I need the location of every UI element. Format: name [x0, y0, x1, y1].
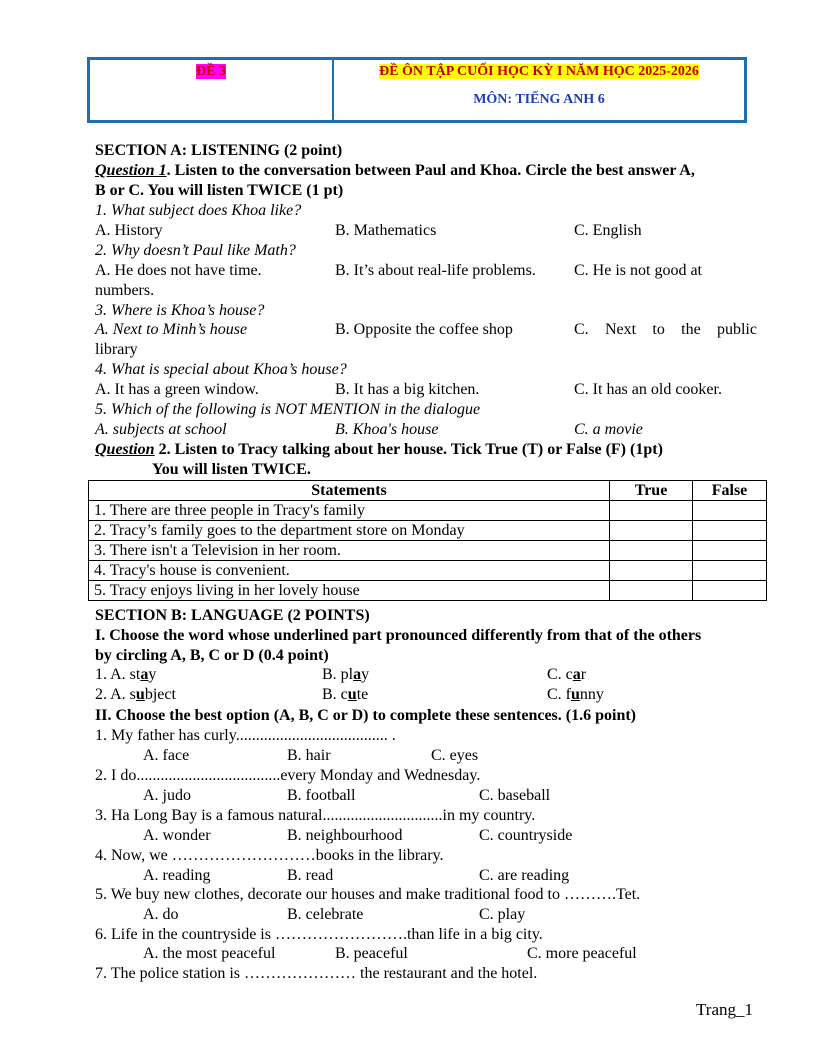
header-code-cell — [90, 60, 334, 120]
statement-cell: 5. Tracy enjoys living in her lovely house — [89, 581, 610, 601]
q1-item2-option-a: A. He does not have time. — [95, 262, 262, 279]
true-cell[interactable] — [610, 561, 693, 581]
q1-item3-option-c: C. Next to the public — [574, 321, 757, 338]
true-cell[interactable] — [610, 541, 693, 561]
mc2-question: 2. I do....................................every Monday and Wednesday. — [95, 767, 481, 784]
q1-item5-option-a: A. subjects at school — [95, 421, 227, 438]
part-i-instruction-line2: by circling A, B, C or D (0.4 point) — [95, 647, 329, 664]
pron-1b: B. play — [322, 666, 370, 683]
q2-instruction-line1: Question 2. Listen to Tracy talking about her house. Tick True (T) or False (F) (1pt) — [95, 441, 663, 458]
exam-subject: MÔN: TIẾNG ANH 6 — [473, 92, 605, 107]
mc3-option-c: C. countryside — [479, 827, 573, 844]
mc5-question: 5. We buy new clothes, decorate our houses and make traditional food to ……….Tet. — [95, 886, 641, 903]
table-row — [89, 541, 767, 561]
part-ii-instruction: II. Choose the best option (A, B, C or D) to complete these sentences. (1.6 point) — [95, 707, 636, 724]
section-a-title: SECTION A: LISTENING (2 point) — [95, 142, 343, 159]
false-cell[interactable] — [693, 541, 767, 561]
q1-item2-option-c: C. He is not good at — [574, 262, 702, 279]
mc4-question: 4. Now, we ………………………books in the library. — [95, 847, 444, 864]
mc6-option-a: A. the most peaceful — [143, 945, 276, 962]
mc4-option-a: A. reading — [143, 867, 211, 884]
mc6-question: 6. Life in the countryside is …………………….than life in a big city. — [95, 926, 543, 943]
true-false-table — [88, 480, 767, 601]
table-row — [89, 521, 767, 541]
q2-label: Question — [95, 441, 155, 458]
part-i-instruction-line1: I. Choose the word whose underlined part pronounced differently from that of the others — [95, 627, 702, 644]
mc2-option-b: B. football — [287, 787, 356, 804]
q1-item3-option-a: A. Next to Minh’s house — [95, 321, 248, 338]
q1-item5-option-c: C. a movie — [574, 421, 643, 438]
exam-code: ĐỀ 3 — [196, 64, 226, 79]
false-cell[interactable] — [693, 501, 767, 521]
mc1-option-a: A. face — [143, 747, 190, 764]
mc3-option-b: B. neighbourhood — [287, 827, 403, 844]
q1-item3-option-b: B. Opposite the coffee shop — [335, 321, 513, 338]
pron-2a: 2. A. subject — [95, 686, 176, 703]
page-number: Trang_1 — [696, 1000, 753, 1019]
false-cell[interactable] — [693, 581, 767, 601]
mc3-option-a: A. wonder — [143, 827, 211, 844]
table-row — [89, 561, 767, 581]
q1-item5-question: 5. Which of the following is NOT MENTION in the dialogue — [95, 401, 481, 418]
true-cell[interactable] — [610, 521, 693, 541]
mc7-question: 7. The police station is ………………… the restaurant and the hotel. — [95, 965, 538, 982]
statement-cell: 4. Tracy's house is convenient. — [89, 561, 610, 581]
pron-1a: 1. A. stay — [95, 666, 157, 683]
true-cell[interactable] — [610, 581, 693, 601]
q1-item4-question: 4. What is special about Khoa’s house? — [95, 361, 347, 378]
q1-item2-question: 2. Why doesn’t Paul like Math? — [95, 242, 296, 259]
pron-1c: C. car — [547, 666, 587, 683]
statement-cell: 3. There isn't a Television in her room. — [89, 541, 610, 561]
q2-instruction-line2: You will listen TWICE. — [152, 461, 311, 478]
mc3-question: 3. Ha Long Bay is a famous natural..............................in my country. — [95, 807, 536, 824]
statement-cell: 1. There are three people in Tracy's family — [89, 501, 610, 521]
q1-item2-option-b: B. It’s about real-life problems. — [335, 262, 536, 279]
q1-item4-option-a: A. It has a green window. — [95, 381, 259, 398]
mc1-question: 1. My father has curly...................................... . — [95, 727, 396, 744]
header-false: False — [693, 481, 767, 501]
section-b-title: SECTION B: LANGUAGE (2 POINTS) — [95, 607, 370, 624]
header-box — [87, 57, 747, 123]
q1-item3-option-c-cont: library — [95, 341, 138, 358]
false-cell[interactable] — [693, 521, 767, 541]
table-row — [89, 501, 767, 521]
pron-2c: C. funny — [547, 686, 604, 703]
mc2-option-c: C. baseball — [479, 787, 551, 804]
false-cell[interactable] — [693, 561, 767, 581]
mc5-option-a: A. do — [143, 906, 179, 923]
mc4-option-b: B. read — [287, 867, 334, 884]
q1-instruction-line2: B or C. You will listen TWICE (1 pt) — [95, 182, 344, 199]
q1-item5-option-b: B. Khoa's house — [335, 421, 439, 438]
q1-instruction-line1: Question 1. Listen to the conversation between Paul and Khoa. Circle the best answer A, — [95, 162, 695, 179]
q1-item1-question: 1. What subject does Khoa like? — [95, 202, 302, 219]
header-true: True — [610, 481, 693, 501]
header-statements: Statements — [89, 481, 610, 501]
mc5-option-b: B. celebrate — [287, 906, 364, 923]
statement-cell: 2. Tracy’s family goes to the department store on Monday — [89, 521, 610, 541]
header-title-cell — [334, 60, 744, 120]
q1-item1-option-c: C. English — [574, 222, 642, 239]
mc2-option-a: A. judo — [143, 787, 191, 804]
q1-item1-option-b: B. Mathematics — [335, 222, 437, 239]
exam-title: ĐỀ ÔN TẬP CUỐI HỌC KỲ I NĂM HỌC 2025-2026 — [379, 64, 699, 79]
q1-item1-option-a: A. History — [95, 222, 163, 239]
table-header-row — [89, 481, 767, 501]
true-cell[interactable] — [610, 501, 693, 521]
pron-2b: B. cute — [322, 686, 369, 703]
mc1-option-b: B. hair — [287, 747, 331, 764]
q1-item2-option-c-cont: numbers. — [95, 282, 155, 299]
mc6-option-c: C. more peaceful — [527, 945, 637, 962]
q1-item4-option-b: B. It has a big kitchen. — [335, 381, 480, 398]
mc4-option-c: C. are reading — [479, 867, 570, 884]
mc5-option-c: C. play — [479, 906, 526, 923]
mc1-option-c: C. eyes — [431, 747, 479, 764]
q1-item4-option-c: C. It has an old cooker. — [574, 381, 722, 398]
q1-item3-question: 3. Where is Khoa’s house? — [95, 302, 265, 319]
q1-label: Question 1 — [95, 162, 167, 179]
table-row — [89, 581, 767, 601]
mc6-option-b: B. peaceful — [335, 945, 408, 962]
